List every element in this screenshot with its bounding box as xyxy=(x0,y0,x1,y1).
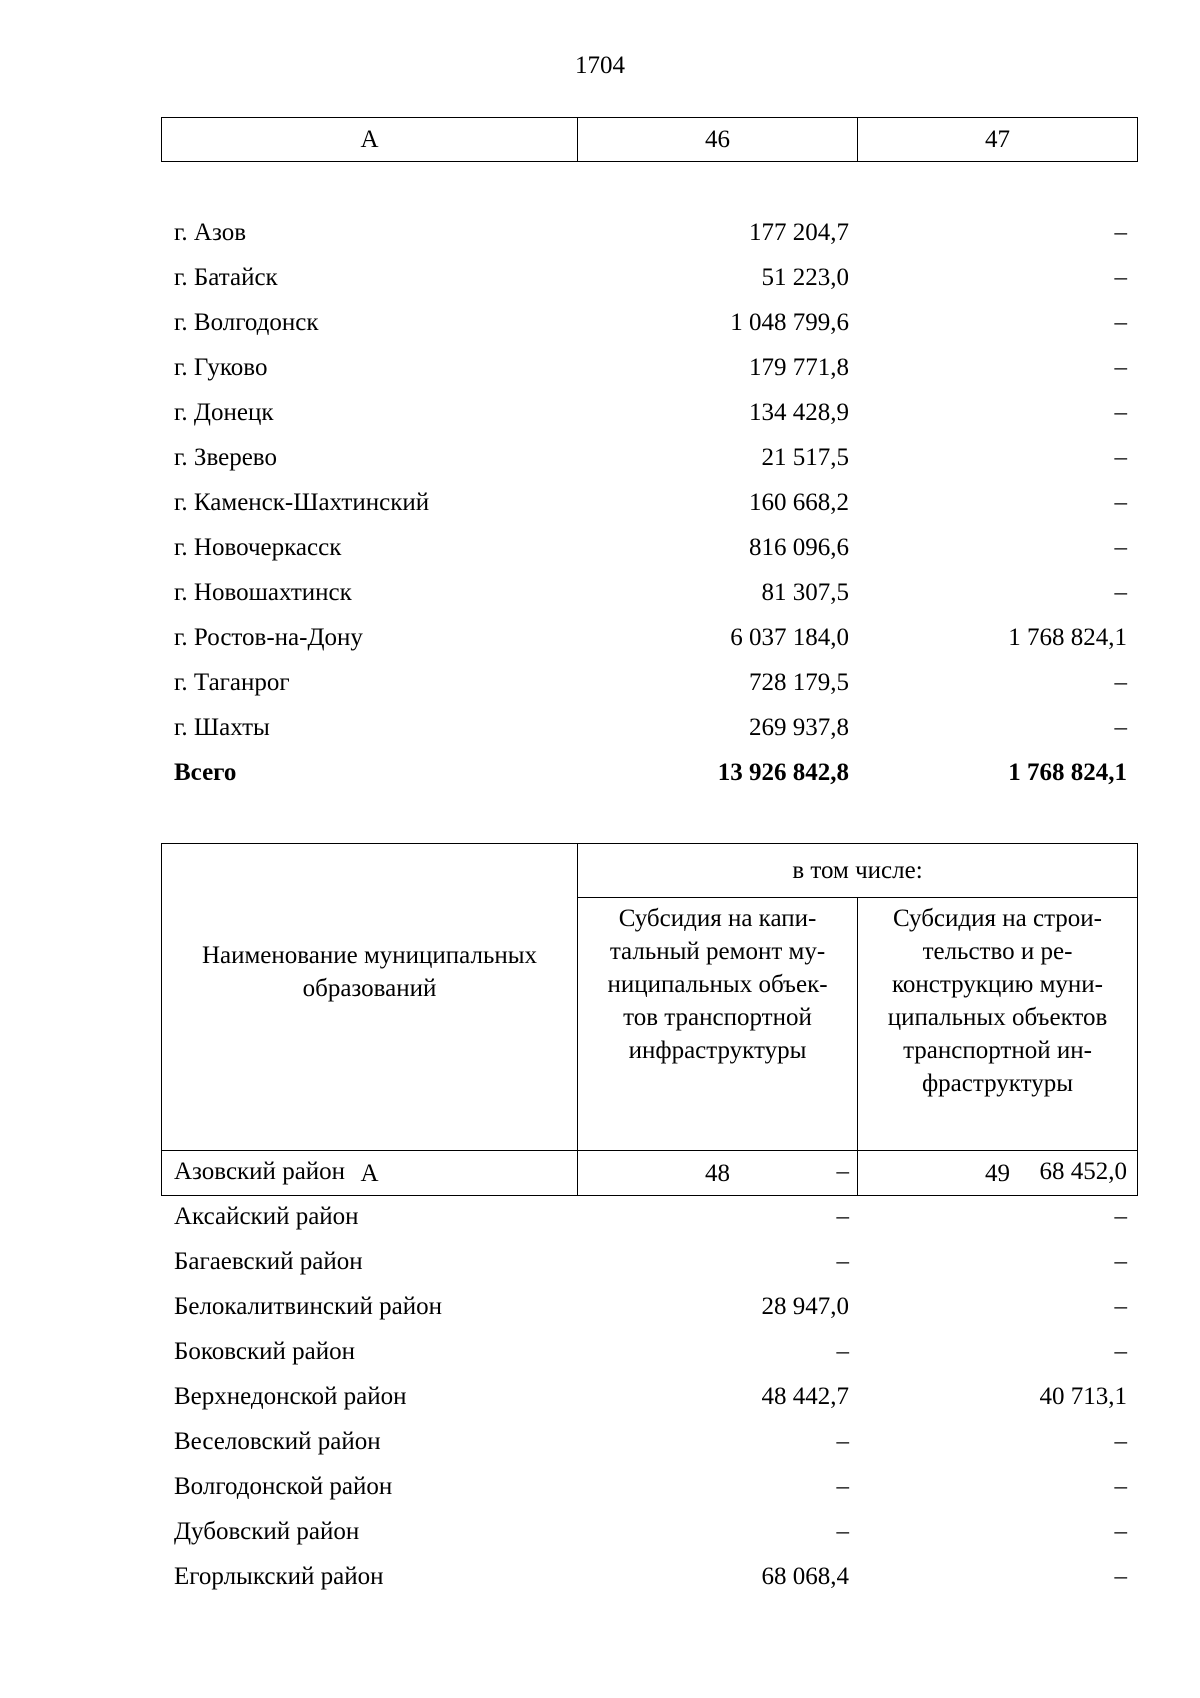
row-value-49: – xyxy=(1114,1428,1127,1455)
row-value-47: – xyxy=(1114,714,1127,741)
row-value-46: 134 428,9 xyxy=(749,399,849,426)
table-row xyxy=(161,255,1137,300)
row-value-47: – xyxy=(1114,309,1127,336)
row-value-47: – xyxy=(1114,579,1127,606)
row-name: Аксайский район xyxy=(174,1203,359,1230)
row-value-46: 6 037 184,0 xyxy=(730,624,849,651)
header-name-line: образований xyxy=(302,975,437,1002)
row-name: г. Зверево xyxy=(174,444,277,471)
table2-index-col-49: 49 xyxy=(858,1151,1138,1196)
table2-header xyxy=(161,843,1138,1196)
table-row xyxy=(161,615,1137,660)
table-row xyxy=(161,570,1137,615)
header-col-49 xyxy=(858,897,1138,1150)
row-value-46: 21 517,5 xyxy=(761,444,849,471)
total-label: Всего xyxy=(174,759,237,786)
row-name: Азовский район xyxy=(174,1158,346,1185)
table-row xyxy=(161,480,1137,525)
header-col-48-line: тов транспортной xyxy=(623,1003,812,1031)
table-row xyxy=(161,1194,1137,1239)
header-including: в том числе: xyxy=(578,844,1138,898)
row-value-47: – xyxy=(1114,399,1127,426)
row-value-46: 81 307,5 xyxy=(761,579,849,606)
row-name: г. Новочеркасск xyxy=(174,534,342,561)
row-value-47: – xyxy=(1114,534,1127,561)
header-col-49-line: тельство и ре- xyxy=(922,937,1073,965)
row-value-49: – xyxy=(1114,1203,1127,1230)
header-col-49-line: конструкцию муни- xyxy=(892,970,1103,998)
row-value-49: – xyxy=(1114,1563,1127,1590)
row-value-48: – xyxy=(836,1473,849,1500)
row-name: г. Донецк xyxy=(174,399,274,426)
table1-header-col-a: А xyxy=(162,118,578,162)
row-value-47: – xyxy=(1114,264,1127,291)
row-name: г. Батайск xyxy=(174,264,278,291)
row-value-46: 269 937,8 xyxy=(749,714,849,741)
row-value-48: 48 442,7 xyxy=(761,1383,849,1410)
row-name: Дубовский район xyxy=(174,1518,360,1545)
table2-index-col-48: 48 xyxy=(578,1151,858,1196)
row-value-49: 40 713,1 xyxy=(1039,1383,1127,1410)
row-name: Багаевский район xyxy=(174,1248,363,1275)
row-name: г. Гуково xyxy=(174,354,268,381)
header-col-49-line: фраструктуры xyxy=(921,1069,1073,1097)
row-name: Волгодонской район xyxy=(174,1473,393,1500)
row-name: Верхнедонской район xyxy=(174,1383,407,1410)
row-name: Белокалитвинский район xyxy=(174,1293,442,1320)
row-name: г. Волгодонск xyxy=(174,309,319,336)
row-value-47: – xyxy=(1114,444,1127,471)
table2-index-col-a: А xyxy=(162,1151,578,1196)
table-row xyxy=(161,1239,1137,1284)
row-value-47: – xyxy=(1114,354,1127,381)
row-value-48: 28 947,0 xyxy=(761,1293,849,1320)
row-value-47: – xyxy=(1114,219,1127,246)
table-row xyxy=(161,300,1137,345)
header-col-49-line: ципальных объектов xyxy=(887,1003,1108,1031)
header-col-48-line: тальный ремонт му- xyxy=(609,937,826,965)
row-value-46: 728 179,5 xyxy=(749,669,849,696)
table-row xyxy=(161,1419,1137,1464)
table-row xyxy=(161,1284,1137,1329)
row-value-46: 1 048 799,6 xyxy=(730,309,849,336)
row-value-49: – xyxy=(1114,1293,1127,1320)
total-row xyxy=(161,750,1137,795)
table-row xyxy=(161,435,1137,480)
row-value-46: 51 223,0 xyxy=(761,264,849,291)
row-name: г. Новошахтинск xyxy=(174,579,352,606)
table-row xyxy=(161,1464,1137,1509)
header-col-48-line: ниципальных объек- xyxy=(607,970,828,998)
row-name: Егорлыкский район xyxy=(174,1563,384,1590)
row-value-48: – xyxy=(836,1203,849,1230)
total-value-46: 13 926 842,8 xyxy=(717,759,849,786)
header-col-49-line: Субсидия на строи- xyxy=(892,904,1103,932)
row-value-49: – xyxy=(1114,1248,1127,1275)
header-name-line: Наименование муниципальных xyxy=(201,942,538,969)
table1-body xyxy=(161,210,1137,795)
table-row xyxy=(161,390,1137,435)
table1-header xyxy=(161,117,1138,162)
table-row xyxy=(161,1374,1137,1419)
header-col-48 xyxy=(578,897,858,1150)
table1-header-col-47: 47 xyxy=(858,118,1138,162)
row-value-46: 179 771,8 xyxy=(749,354,849,381)
table-row xyxy=(161,1329,1137,1374)
row-value-48: – xyxy=(836,1428,849,1455)
header-municipality-name xyxy=(162,844,578,1151)
table2-body xyxy=(161,1149,1137,1599)
table-row xyxy=(161,1149,1137,1194)
row-name: Веселовский район xyxy=(174,1428,381,1455)
row-name: г. Азов xyxy=(174,219,247,246)
row-value-49: 68 452,0 xyxy=(1039,1158,1127,1185)
row-value-47: – xyxy=(1114,489,1127,516)
row-value-49: – xyxy=(1114,1338,1127,1365)
table-row xyxy=(161,660,1137,705)
table-row xyxy=(161,1509,1137,1554)
row-name: г. Ростов-на-Дону xyxy=(174,624,363,651)
header-col-49-line: транспортной ин- xyxy=(903,1036,1092,1064)
row-value-48: – xyxy=(836,1338,849,1365)
table-row xyxy=(161,1554,1137,1599)
row-name: Боковский район xyxy=(174,1338,355,1365)
row-value-46: 160 668,2 xyxy=(749,489,849,516)
row-name: г. Таганрог xyxy=(174,669,290,696)
row-value-47: – xyxy=(1114,669,1127,696)
row-value-48: – xyxy=(836,1158,849,1185)
row-value-48: – xyxy=(836,1518,849,1545)
row-value-48: – xyxy=(836,1248,849,1275)
row-value-46: 816 096,6 xyxy=(749,534,849,561)
row-value-47: 1 768 824,1 xyxy=(1008,624,1127,651)
row-value-49: – xyxy=(1114,1518,1127,1545)
table-row xyxy=(161,345,1137,390)
row-name: г. Каменск-Шахтинский xyxy=(174,489,430,516)
table-row xyxy=(161,705,1137,750)
table-row xyxy=(161,210,1137,255)
row-value-48: 68 068,4 xyxy=(761,1563,849,1590)
row-value-46: 177 204,7 xyxy=(749,219,849,246)
row-value-49: – xyxy=(1114,1473,1127,1500)
table1-header-col-46: 46 xyxy=(578,118,858,162)
page-number: 1704 xyxy=(575,52,625,79)
header-col-48-line: Субсидия на капи- xyxy=(618,904,817,932)
total-value-47: 1 768 824,1 xyxy=(1008,759,1127,786)
header-col-48-line: инфраструктуры xyxy=(628,1036,807,1064)
table-row xyxy=(161,525,1137,570)
row-name: г. Шахты xyxy=(174,714,270,741)
